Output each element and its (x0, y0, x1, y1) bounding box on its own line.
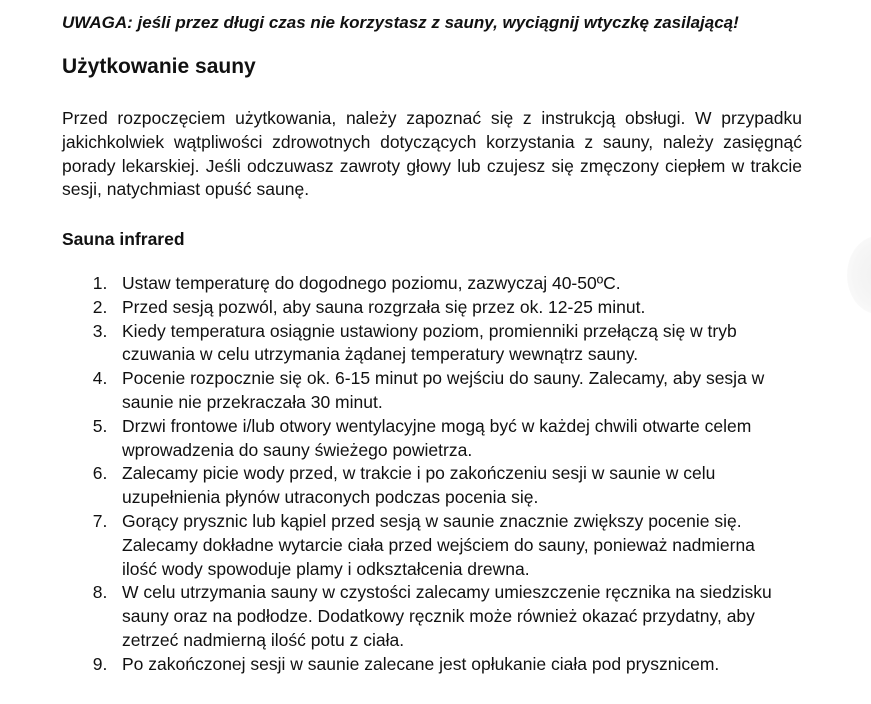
page-edge-shadow (847, 236, 871, 314)
list-item-text: W celu utrzymania sauny w czystości zalecamy umieszczenie ręcznika na siedzisku sauny oraz na podłodze. Dodatkowy ręcznik może również okazać przydatny, aby zetrzeć nadmierną ilość potu z ciała. (122, 582, 772, 650)
list-item-text: Drzwi frontowe i/lub otwory wentylacyjne mogą być w każdej chwili otwarte celem wprowadzenia do sauny świeżego powietrza. (122, 415, 752, 460)
list-item-text: Przed sesją pozwól, aby sauna rozgrzała się przez ok. 12-25 minut. (122, 296, 646, 317)
list-item-text: Po zakończonej sesji w saunie zalecane jest opłukanie ciała pod prysznicem. (122, 653, 720, 674)
warning-notice: UWAGA: jeśli przez długi czas nie korzystasz z sauny, wyciągnij wtyczkę zasilającą! (62, 13, 739, 32)
list-item-number: 9. (92, 653, 108, 674)
list-item (62, 296, 822, 320)
list-item-number: 4. (92, 368, 108, 389)
list-item (62, 462, 822, 510)
page-title: Użytkowanie sauny (62, 55, 256, 78)
list-item-number: 8. (92, 582, 108, 603)
list-item (62, 653, 822, 677)
list-item-text: Gorący prysznic lub kąpiel przed sesją w saunie znacznie zwiększy pocenie się. Zalecamy dokładne wytarcie ciała przed wejściem do sauny, ponieważ nadmierna ilość wody spowoduje plamy i odkształcenia drewna. (122, 510, 755, 579)
list-item-number: 3. (92, 320, 108, 341)
list-item (62, 510, 822, 581)
list-item-number: 2. (92, 296, 108, 317)
list-item-number: 5. (92, 415, 108, 436)
list-item-text: Kiedy temperatura osiągnie ustawiony poziom, promienniki przełączą się w tryb czuwania w celu utrzymania żądanej temperatury wewnątrz sauny. (122, 320, 737, 365)
list-item-number: 6. (92, 463, 108, 484)
list-item (62, 367, 822, 415)
list-item-text: Zalecamy picie wody przed, w trakcie i po zakończeniu sesji w saunie w celu uzupełnienia płynów utraconych podczas pocenia się. (122, 463, 716, 508)
list-item-number: 1. (92, 273, 108, 293)
list-item (62, 272, 822, 296)
intro-paragraph: Przed rozpoczęciem użytkowania, należy zapoznać się z instrukcją obsługi. W przypadku jakichkolwiek wątpliwości zdrowotnych dotyczących korzystania z sauny, należy zasięgnąć porady lekarskiej. Jeśli odczuwasz zawroty głowy lub czujesz się zmęczony ciepłem w trakcie sesji, natychmiast opuść saunę. (62, 108, 802, 200)
list-item-number: 7. (92, 510, 108, 531)
list-item (62, 581, 822, 652)
list-item-text: Ustaw temperaturę do dogodnego poziomu, zazwyczaj 40-50ºC. (122, 273, 621, 293)
list-item (62, 415, 822, 463)
list-item (62, 320, 822, 368)
section-subtitle: Sauna infrared (62, 229, 185, 249)
list-item-text: Pocenie rozpocznie się ok. 6-15 minut po wejściu do sauny. Zalecamy, aby sesja w saunie nie przekraczała 30 minut. (122, 368, 765, 412)
instruction-list (62, 272, 822, 677)
